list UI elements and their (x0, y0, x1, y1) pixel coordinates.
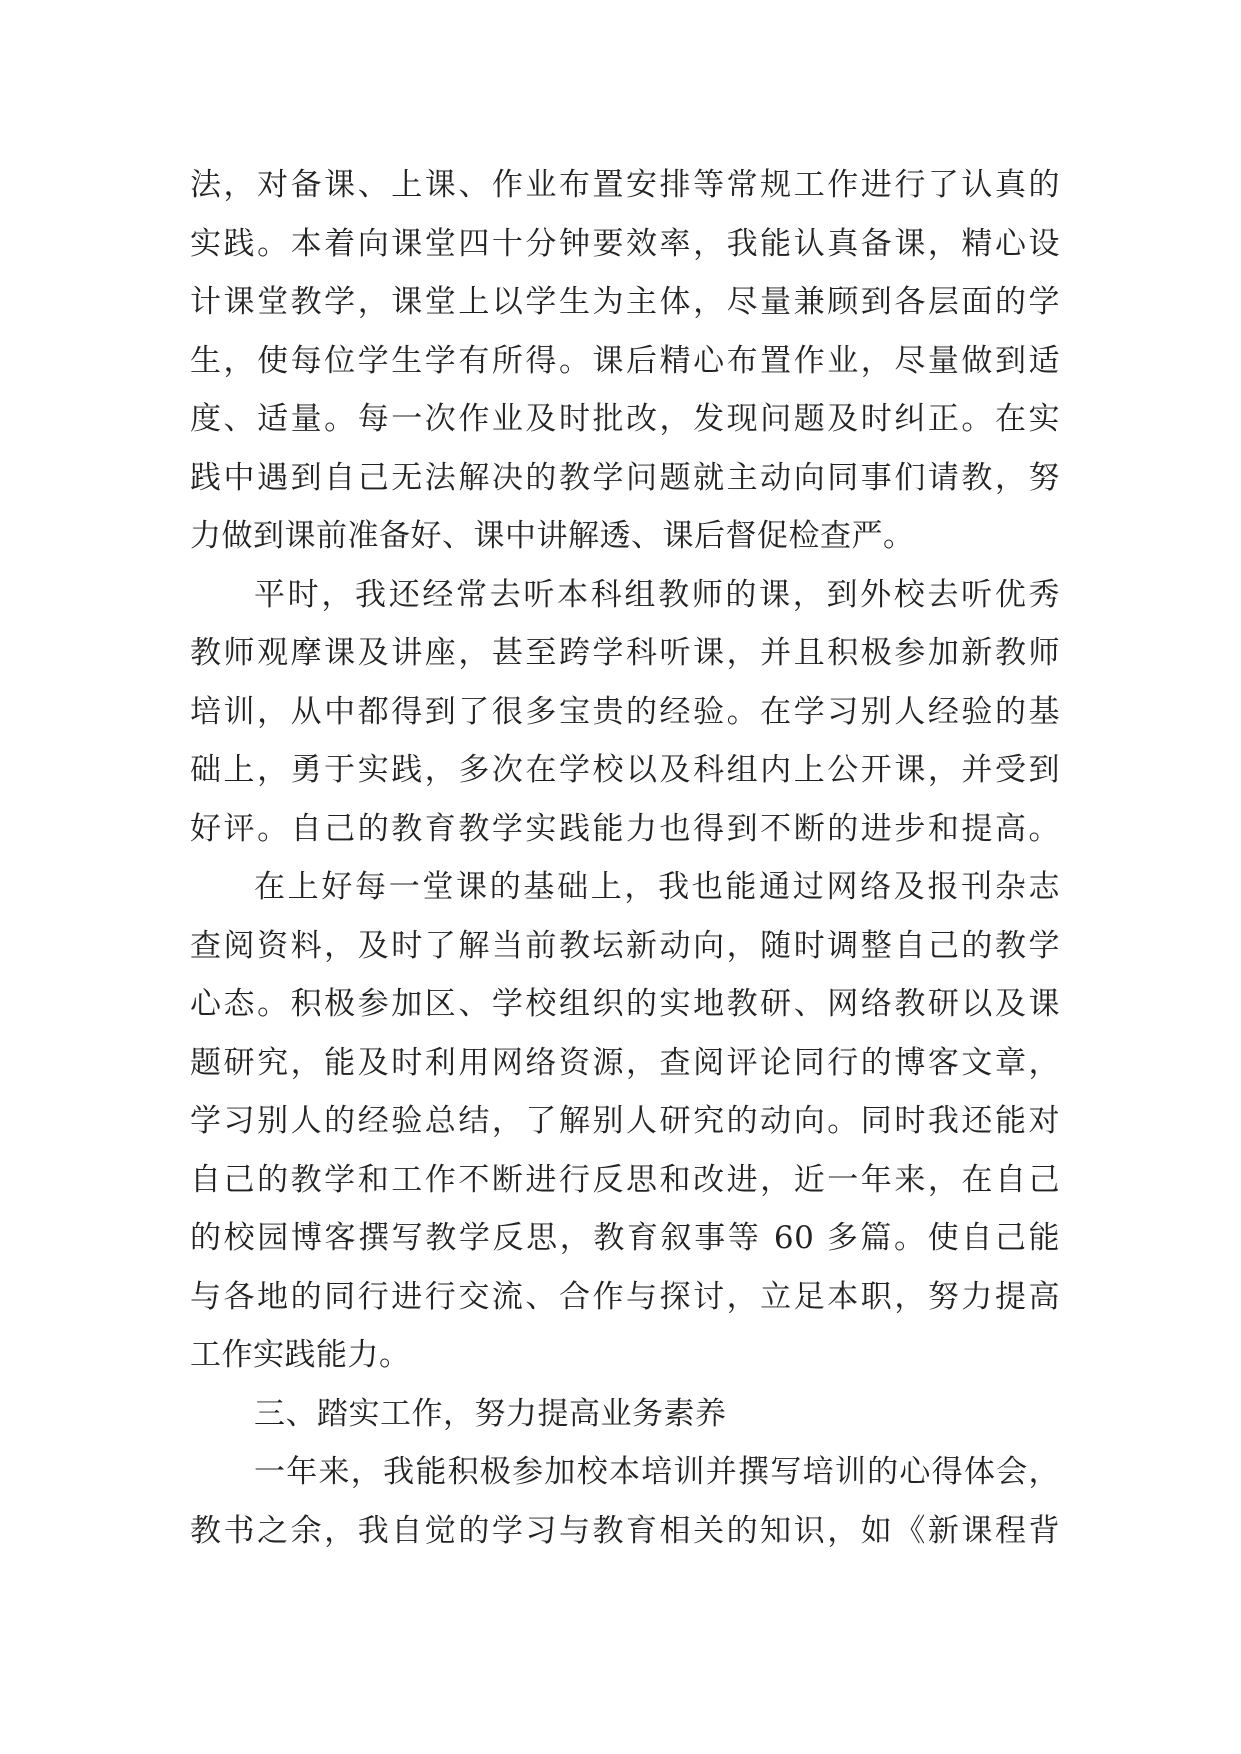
body-line: 践中遇到自己无法解决的教学问题就主动向同事们请教，努 (190, 459, 1060, 496)
body-line: 自己的教学和工作不断进行反思和改进，近一年来，在自己 (190, 1161, 1060, 1198)
body-line: 好评。自己的教育教学实践能力也得到不断的进步和提高。 (190, 810, 1060, 847)
body-line: 心态。积极参加区、学校组织的实地教研、网络教研以及课 (190, 986, 1060, 1022)
section-heading: 三、踏实工作，努力提高业务素养 (254, 1395, 727, 1432)
body-line: 与各地的同行进行交流、合作与探讨，立足本职，努力提高 (190, 1278, 1060, 1315)
body-line: 实践。本着向课堂四十分钟要效率，我能认真备课，精心设 (190, 225, 1060, 262)
body-line: 生，使每位学生学有所得。课后精心布置作业，尽量做到适 (190, 342, 1060, 379)
body-line: 的校园博客撰写教学反思，教育叙事等 60 多篇。使自己能 (190, 1220, 1060, 1256)
body-line: 教师观摩课及讲座，甚至跨学科听课，并且积极参加新教师 (190, 635, 1060, 671)
body-line: 计课堂教学，课堂上以学生为主体，尽量兼顾到各层面的学 (190, 284, 1060, 320)
document-body (190, 156, 1060, 1560)
paragraph-first-line: 一年来，我能积极参加校本培训并撰写培训的心得体会， (254, 1454, 1060, 1490)
body-line: 培训，从中都得到了很多宝贵的经验。在学习别人经验的基 (190, 693, 1060, 730)
body-line: 力做到课前准备好、课中讲解透、课后督促检查严。 (190, 518, 915, 554)
paragraph-first-line: 在上好每一堂课的基础上，我也能通过网络及报刊杂志 (254, 869, 1060, 905)
paragraph-first-line: 平时，我还经常去听本科组教师的课，到外校去听优秀 (254, 576, 1060, 613)
body-line: 查阅资料，及时了解当前教坛新动向，随时调整自己的教学 (190, 927, 1060, 964)
body-line: 法，对备课、上课、作业布置安排等常规工作进行了认真的 (190, 167, 1060, 203)
body-line: 学习别人的经验总结，了解别人研究的动向。同时我还能对 (190, 1103, 1060, 1139)
body-line: 度、适量。每一次作业及时批改，发现问题及时纠正。在实 (190, 401, 1060, 437)
body-line: 工作实践能力。 (190, 1337, 411, 1373)
body-line: 础上，勇于实践，多次在学校以及科组内上公开课，并受到 (190, 752, 1060, 788)
body-line: 教书之余，我自觉的学习与教育相关的知识，如《新课程背 (190, 1512, 1060, 1549)
body-line: 题研究，能及时利用网络资源，查阅评论同行的博客文章， (190, 1044, 1060, 1081)
